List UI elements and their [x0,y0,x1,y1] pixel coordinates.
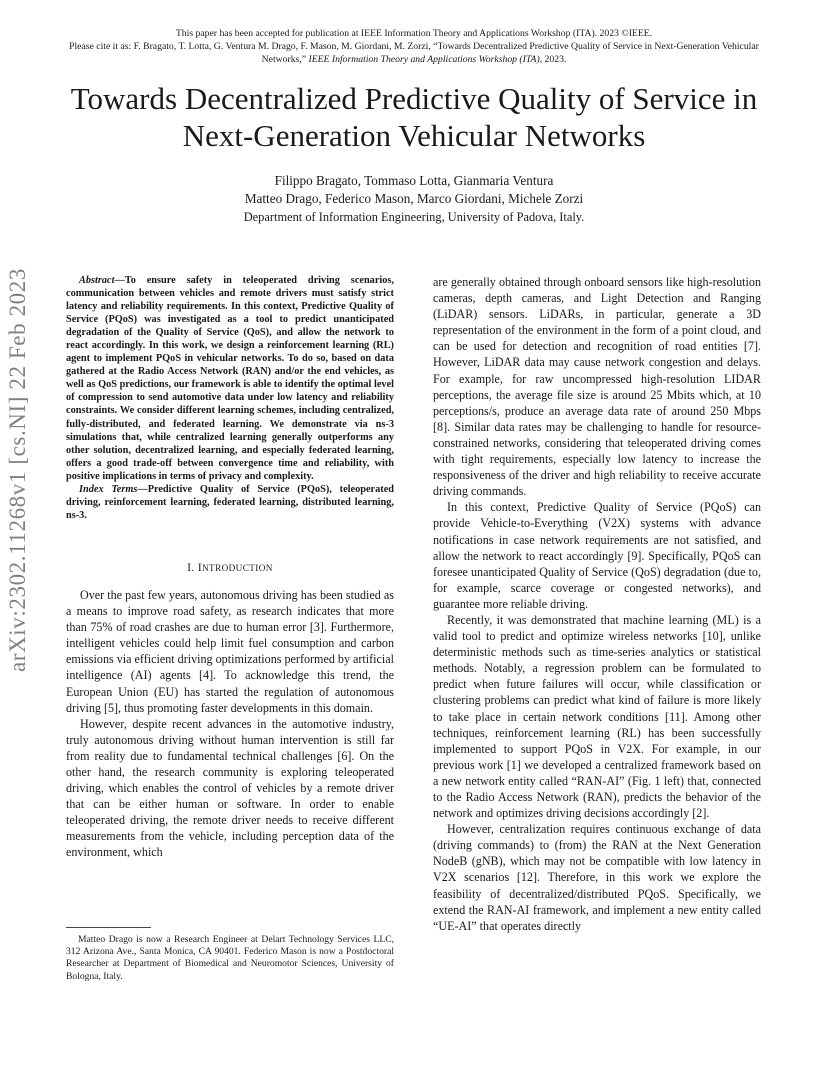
footnote-rule [66,927,151,928]
index-terms [66,483,394,522]
notice-line-1: This paper has been accepted for publication at IEEE Information Theory and Applications Workshop (ITA). 2023 ©IEEE. [175,28,653,39]
notice-line-2 [60,40,768,66]
citation-text: Please cite it as: F. Bragato, T. Lotta, G. Ventura M. Drago, F. Mason, M. Giordani, M. Zorzi, “Towards Decentralized Predictive Quality of Service in Next-Generation Vehicular Networks,” [69,41,759,65]
section-numeral: I. I [187,561,203,574]
arxiv-identifier: arXiv:2302.11268v1 [cs.NI] 22 Feb 2023 [5,268,30,672]
abstract [66,274,394,483]
right-column [433,274,761,934]
body-paragraph: However, despite recent advances in the automotive industry, truly autonomous driving without human intervention is still far from reality due to fundamental technical challenges [6]. On the other hand, the research community is exploring teleoperated driving, which enables the control of vehicles by a remote driver that can be either human or software. In order to enable teleoperated driving, the remote driver needs to receive different measurements from the vehicle, including perception data of the environment, which [66,716,394,860]
left-column [66,274,394,861]
abstract-label: Abstract [79,275,115,286]
publication-notice [60,27,768,66]
section-title-rest: NTRODUCTION [202,562,273,573]
citation-venue: IEEE Information Theory and Applications Workshop (ITA) [308,54,540,65]
paper-title: Towards Decentralized Predictive Quality of Service in Next-Generation Vehicular Networks [70,81,758,153]
body-paragraph: are generally obtained through onboard sensors like high-resolution cameras, depth cameras, and Light Detection and Ranging (LiDAR) sensors. LiDARs, in particular, generate a 3D representation of the environment in the form of a point cloud, and can be used for detection and recognition of road entities [7]. However, LiDAR data may cause network congestion and delays. For example, for raw uncompressed high-resolution LIDAR perceptions, the average file size is around 25 Mbits which, at 10 perceptions/s, produce an average data rate of around 250 Mbps [8]. Similar data rates may be challenging to handle for resource-constrained networks, considering that teleoperated driving comes with tight requirements, especially low latency to increase the responsiveness of the driver and high reliability to receive accurate driving commands. [433,275,761,499]
abstract-text: —To ensure safety in teleoperated driving scenarios, communication between vehicles and remote drivers must satisfy strict latency and reliability requirements. In this context, Predictive Quality of Service (PQoS) was investigated as a tool to predict unanticipated degradation of the Quality of Service (QoS), and allow the network to react accordingly. In this work, we design a reinforcement learning (RL) agent to implement PQoS in vehicular networks. To do so, based on data gathered at the Radio Access Network (RAN) and/or the end vehicles, as well as QoS predictions, our framework is able to identify the optimal level of compression to send automotive data under low latency and reliability constraints. We consider different learning schemes, including centralized, fully-distributed, and federated learning. We demonstrate via ns-3 simulations that, while centralized learning generally outperforms any other solution, decentralized learning, and especially federated learning, offers a good trade-off between convergence time and reliability, with positive implications in terms of privacy and complexity. [66,275,394,482]
body-paragraph: Recently, it was demonstrated that machine learning (ML) is a valid tool to predict and optimize wireless networks [10], unlike deterministic methods such as time-series analytics or statistical methods. Notably, a regression problem can be formulated to predict when future failures will occur, while classification or clustering problems can predict what kind of failure is more likely to take place in certain network conditions [11]. Among other techniques, reinforcement learning (RL) has been successfully implemented to support PQoS in V2X. For example, in our previous work [1] we developed a centralized framework based on a new network entity called “RAN-AI” (Fig. 1 left) that, connected to the Radio Access Network (RAN), predicts the behavior of the network and optimizes driving decisions accordingly [2]. [433,612,761,821]
author-line-2: Matteo Drago, Federico Mason, Marco Giordani, Michele Zorzi [244,191,584,206]
index-terms-label: Index Terms [79,483,138,495]
footnote: Matteo Drago is now a Research Engineer at Delart Technology Services LLC, 312 Arizona Ave., Santa Monica, CA 90401. Federico Mason is now a Postdoctoral Researcher at Department of Biomedical and Neuromotor Sciences, University of Bologna, Italy. [66,934,394,982]
body-paragraph: Over the past few years, autonomous driving has been studied as a means to improve road safety, as research indicates that more than 75% of road crashes are due to human error [3]. Furthermore, intelligent vehicles could help limit fuel consumption and carbon emissions via efficient driving optimizations performed by artificial intelligence (AI) agents [4]. To acknowledge this trend, the European Union (EU) has started the regulation of autonomous driving [5], thus promoting faster developments in this domain. [66,587,394,715]
body-paragraph: In this context, Predictive Quality of Service (PQoS) can provide Vehicle-to-Everything (V2X) systems with advance notifications in case network requirements are not satisfied, and allow the network to react accordingly [9]. Specifically, PQoS can foresee unanticipated Quality of Service (QoS) degradation (due to, for example, scarce coverage or congested networks), and guarantee more reliable driving. [433,500,761,611]
author-block [100,172,728,226]
index-terms-text: —Predictive Quality of Service (PQoS), teleoperated driving, reinforcement learning, federated learning, distributed learning, ns-3. [66,483,394,521]
section-heading-introduction [66,560,394,576]
citation-tail: , 2023. [539,54,567,65]
author-line-1: Filippo Bragato, Tommaso Lotta, Gianmaria Ventura [274,173,554,188]
body-paragraph: However, centralization requires continuous exchange of data (driving commands) to (from) the RAN at the Next Generation NodeB (gNB), which may not be compatible with low latency in V2X scenarios [12]. Therefore, in this work we explore the feasibility of decentralized/distributed PQoS. Specifically, we extend the RAN-AI framework, and implement a new entity called “UE-AI” that operates directly [433,822,761,933]
affiliation: Department of Information Engineering, University of Padova, Italy. [243,210,585,224]
